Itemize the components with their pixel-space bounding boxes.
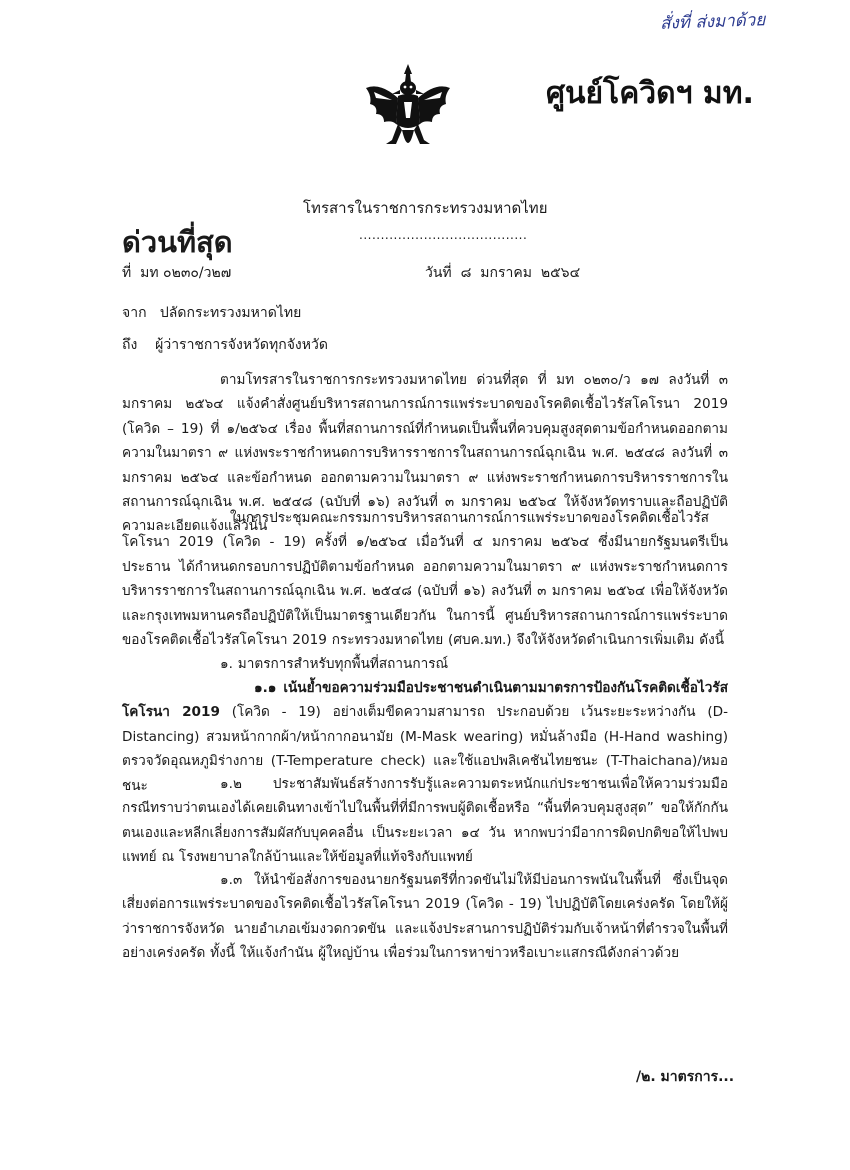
reference-number (122, 262, 231, 284)
section-heading-1: ๑. มาตรการสำหรับทุกพื้นที่สถานการณ์ (220, 656, 449, 672)
date-label: วันที่ (425, 265, 452, 281)
reference-value: มท ๐๒๓๐/ว๒๗ (140, 265, 232, 281)
item-1-2: ๑.๒ ประชาสัมพันธ์สร้างการรับรู้และความตระหนักแก่ประชาชนเพื่อให้ความร่วมมือ กรณีทราบว่าตนเองได้เคยเดินทางเข้าไปในพื้นที่ที่มีการพบผู้ติดเชื้อหรือ “พื้นที่ควบคุมสูงสุด” ขอให้กักกันตนเองและหลีกเลี่ยงการสัมผัสกับบุคคลอื่น เป็นระยะเวลา ๑๔ วัน หากพบว่ามีอาการผิดปกติขอให้ไปพบแพทย์ ณ โรงพยาบาลใกล้บ้านและให้ข้อมูลที่แท้จริงกับแพทย์ (122, 776, 728, 866)
item-1-1-body: (โควิด - 19) อย่างเต็มขีดความสามารถ ประกอบด้วย เว้นระยะระหว่างกัน (D-Distancing) สวมหน้ากากผ้า/หน้ากากอนามัย (M-Mask wearing) หมั่นล้างมือ (H-Hand washing) ตรวจวัดอุณหภูมิร่างกาย (T-Temperature check) และใช้แอปพลิเคชันไทยชนะ (T-Thaichana)/หมอชนะ (122, 704, 728, 794)
sender (122, 302, 301, 324)
handwritten-note: สั่งที่ ส่งมาด้วย (659, 10, 766, 34)
garuda-emblem (362, 62, 454, 158)
reference-label: ที่ (122, 265, 132, 281)
from-label: จาก (122, 305, 147, 321)
to-value: ผู้ว่าราชการจังหวัดทุกจังหวัด (155, 337, 328, 353)
paragraph-reference: ตามโทรสารในราชการกระทรวงมหาดไทย ด่วนที่สุด ที่ มท ๐๒๓๐/ว ๑๗ ลงวันที่ ๓ มกราคม ๒๕๖๔ แจ้งคำสั่งศูนย์บริหารสถานการณ์การแพร่ระบาดของโรคติดเชื้อไวรัสโคโรนา 2019 (โควิด – 19) ที่ ๑/๒๕๖๔ เรื่อง พื้นที่สถานการณ์ที่กำหนดเป็นพื้นที่ควบคุมสูงสุดตามข้อกำหนดออกตามความในมาตรา ๙ แห่งพระราชกำหนดการบริหารราชการในสถานการณ์ฉุกเฉิน พ.ศ. ๒๕๔๘ ลงวันที่ ๓ มกราคม ๒๕๖๔ และข้อกำหนด ออกตามความในมาตรา ๙ แห่งพระราชกำหนดการบริหารราชการในสถานการณ์ฉุกเฉิน พ.ศ. ๒๕๔๘ (ฉบับที่ ๑๖) ลงวันที่ ๓ มกราคม ๒๕๖๔ ให้จังหวัดทราบและถือปฏิบัติ ความละเอียดแจ้งแล้วนั้น (122, 372, 728, 535)
date-value: ๘ มกราคม ๒๕๖๔ (460, 265, 581, 281)
document-type: โทรสารในราชการกระทรวงมหาดไทย (303, 199, 548, 217)
dotted-line: ....................................... (359, 228, 528, 242)
document-date (425, 262, 580, 284)
paragraph-meeting: ในการประชุมคณะกรรมการบริหารสถานการณ์การแพร่ระบาดของโรคติดเชื้อไวรัสโคโรนา 2019 (โควิด - 19) ครั้งที่ ๑/๒๕๖๔ เมื่อวันที่ ๔ มกราคม ๒๕๖๔ ซึ่งมีนายกรัฐมนตรีเป็นประธาน ได้กำหนดกรอบการปฏิบัติตามข้อกำหนด ออกตามความในมาตรา ๙ แห่งพระราชกำหนดการบริหารราชการในสถานการณ์ฉุกเฉิน พ.ศ. ๒๕๔๘ (ฉบับที่ ๑๖) ลงวันที่ ๓ มกราคม ๒๕๖๔ เพื่อให้จังหวัดและกรุงเทพมหานครถือปฏิบัติให้เป็นมาตรฐานเดียวกัน ในการนี้ ศูนย์บริหารสถานการณ์การแพร่ระบาดของโรคติดเชื้อไวรัสโคโรนา 2019 กระทรวงมหาดไทย (ศบค.มท.) จึงให้จังหวัดดำเนินการเพิ่มเติม ดังนี้ (122, 510, 728, 649)
urgency-label: ด่วนที่สุด (122, 225, 233, 259)
from-value: ปลัดกระทรวงมหาดไทย (159, 305, 302, 321)
item-1-3: ๑.๓ ให้นำข้อสั่งการของนายกรัฐมนตรีที่กวดขันไม่ให้มีบ่อนการพนันในพื้นที่ ซึ่งเป็นจุดเสี่ยงต่อการแพร่ระบาดของโรคติดเชื้อไวรัสโคโรนา 2019 (โควิด - 19) ไปปฏิบัติโดยเคร่งครัด โดยให้ผู้ว่าราชการจังหวัด นายอำเภอเข้มงวดกวดขัน และแจ้งประสานการปฏิบัติร่วมกับเจ้าหน้าที่ตำรวจในพื้นที่อย่างเคร่งครัด ทั้งนี้ ให้แจ้งกำนัน ผู้ใหญ่บ้าน เพื่อร่วมในการหาข่าวหรือเบาะแสกรณีดังกล่าวด้วย (122, 872, 728, 962)
continuation-marker: /๒. มาตรการ... (636, 1069, 735, 1085)
office-title: ศูนย์โควิดฯ มท. (546, 76, 754, 111)
recipient (122, 334, 328, 356)
item-1-1-lead: ๑.๑ เน้นย้ำขอความร่วมมือประชาชนดำเนินตามมาตรการป้องกันโรคติดเชื้อไวรัสโคโรนา 2019 (122, 680, 728, 721)
to-label: ถึง (122, 337, 138, 353)
